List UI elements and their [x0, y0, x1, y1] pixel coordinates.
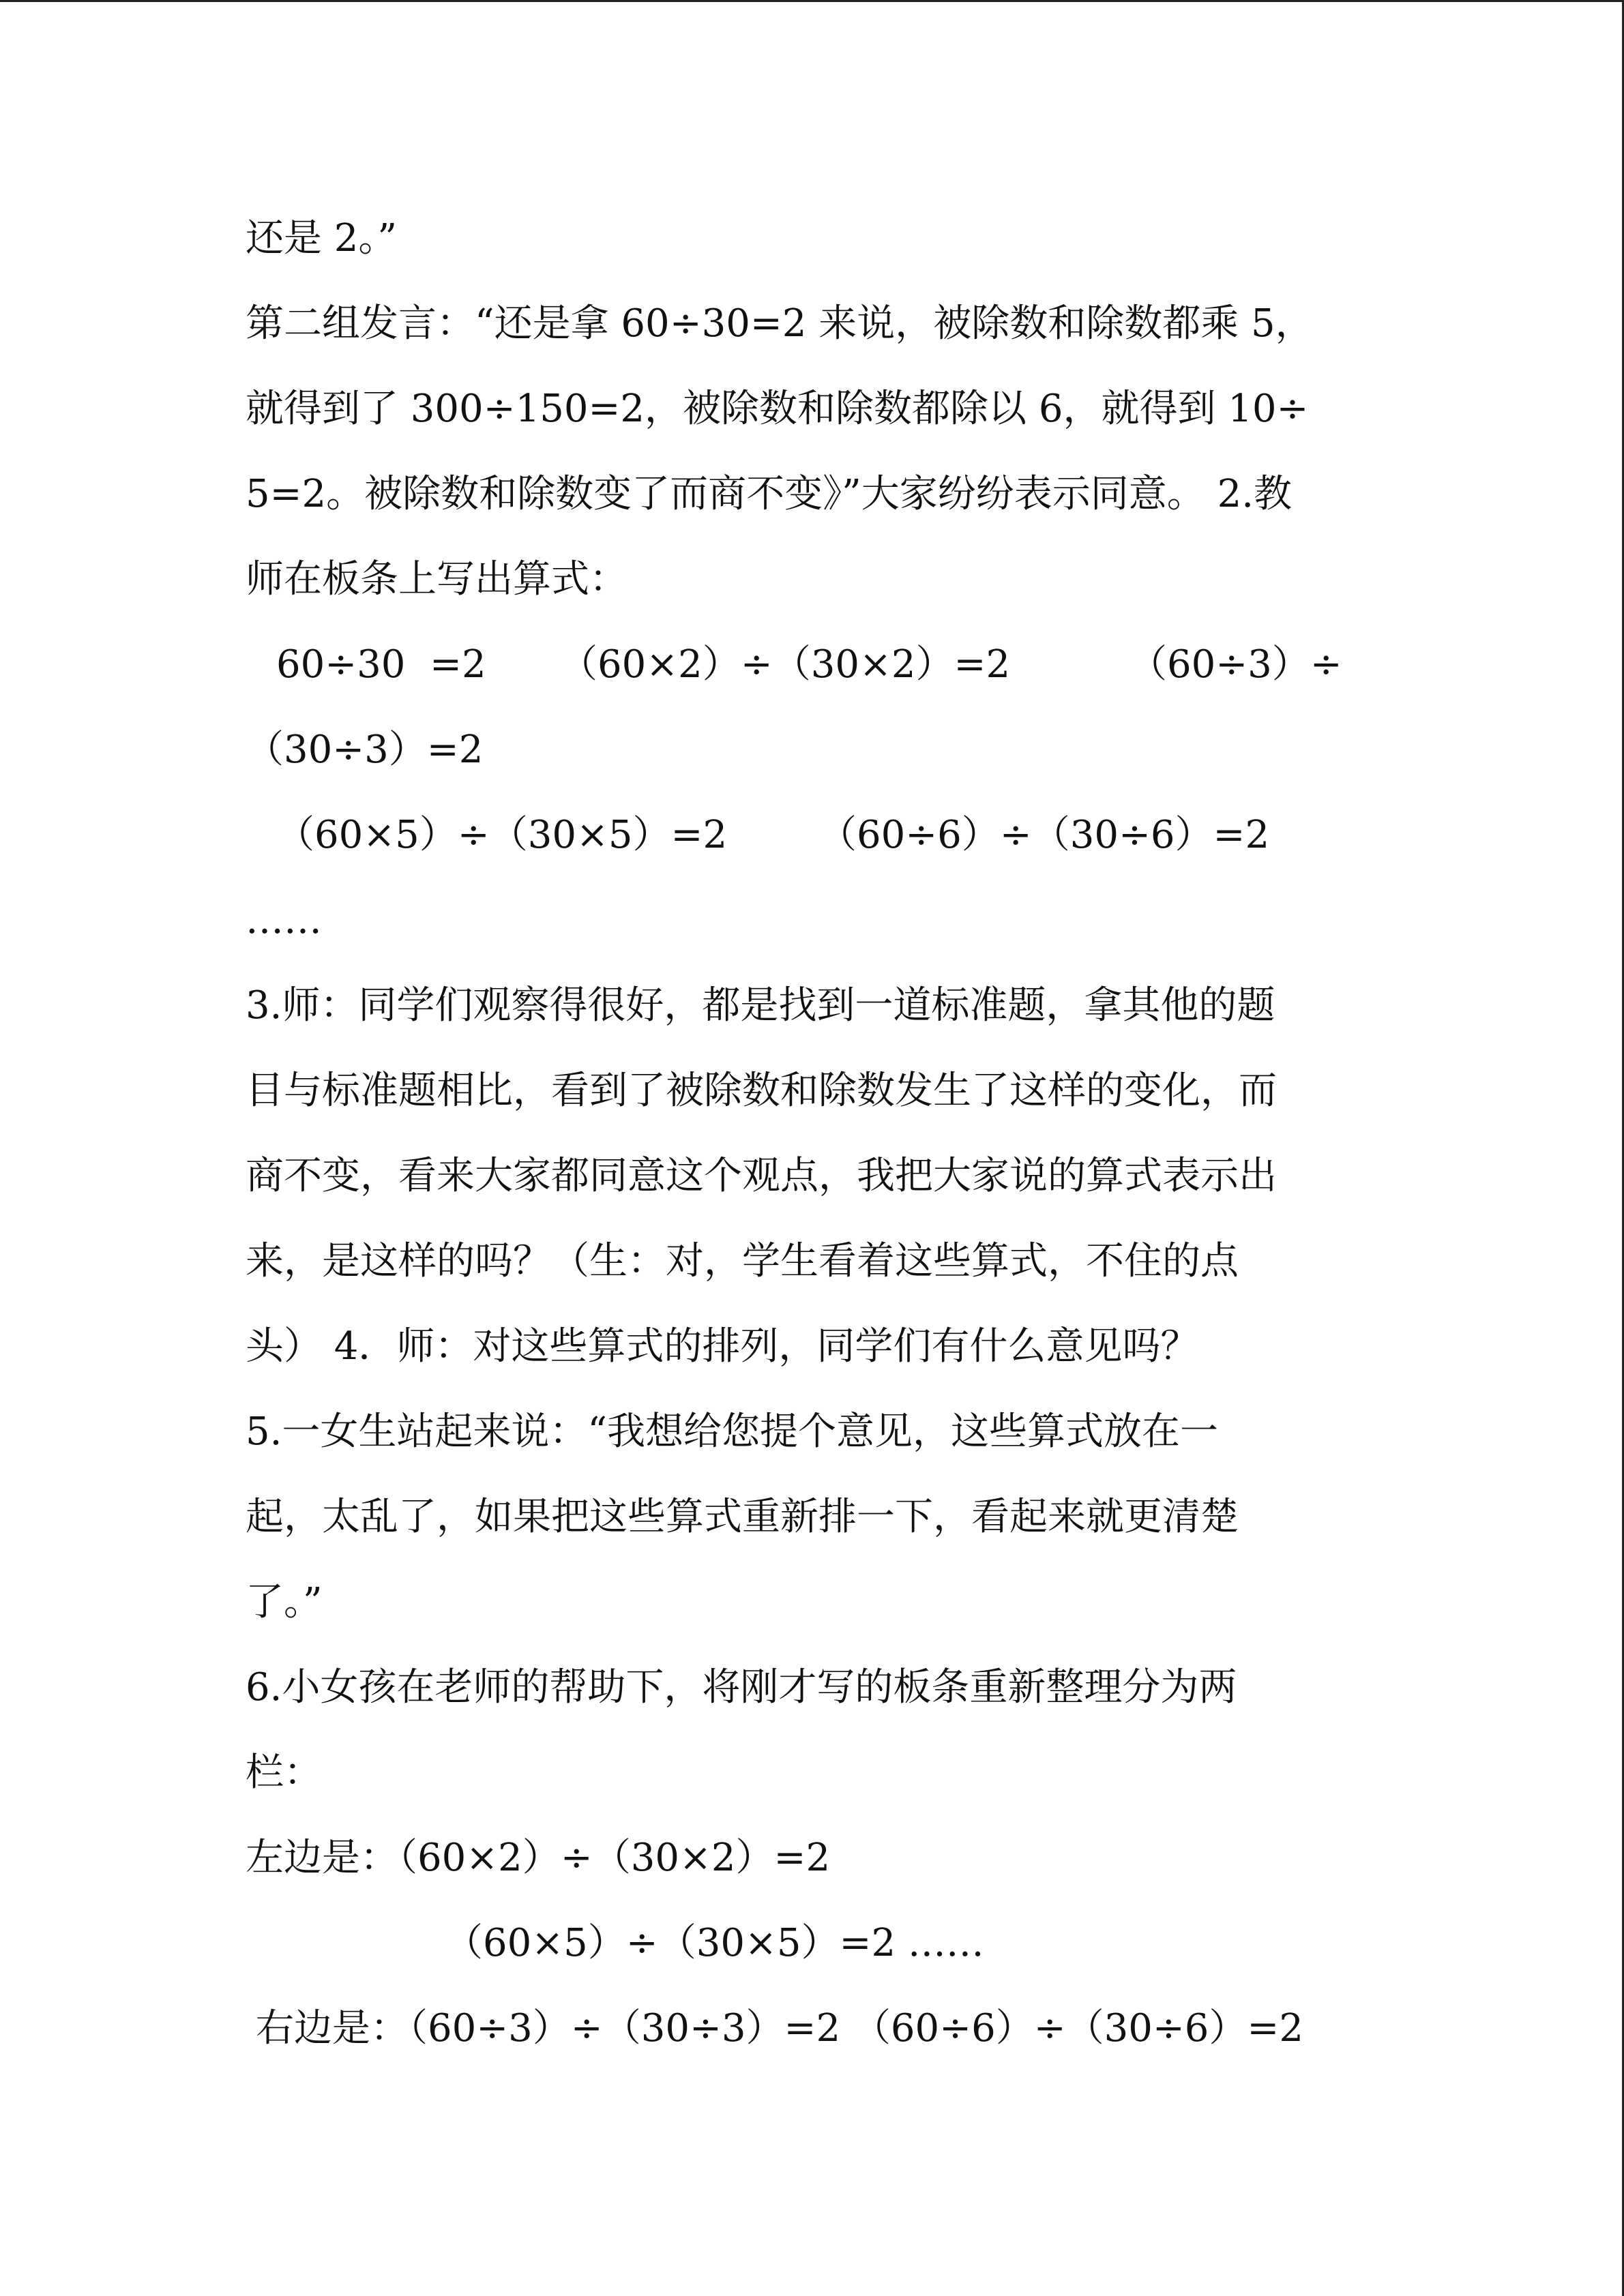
text-line: 目与标准题相比，看到了被除数和除数发生了这样的变化，而 [246, 1069, 1277, 1113]
formula: 60÷30 =2 [276, 642, 486, 687]
text-line: 6.小女孩在老师的帮助下，将刚才写的板条重新整理分为两 [246, 1665, 1237, 1710]
formula: （60×5）÷（30×5）=2 [276, 813, 728, 857]
text-line: 头） 4．师：对这些算式的排列，同学们有什么意见吗？ [246, 1324, 1199, 1369]
formula: （60×2）÷（30×2）=2 [559, 642, 1011, 687]
formula: （60÷3）÷ [1129, 642, 1342, 687]
page-border-top [0, 0, 1624, 2]
text-line: 起，太乱了，如果把这些算式重新排一下，看起来就更清楚 [246, 1495, 1239, 1539]
text-line: 还是 2。” [246, 216, 398, 260]
text-line: 就得到了 300÷150=2，被除数和除数都除以 6，就得到 10÷ [246, 387, 1309, 431]
text-line: 3.师：同学们观察得很好，都是找到一道标准题，拿其他的题 [246, 983, 1275, 1028]
text-line: 5=2。被除数和除数变了而商不变》”大家纷纷表示同意。 2.教 [246, 472, 1293, 516]
formula: （30÷3）=2 [246, 728, 484, 772]
text-line: 来，是这样的吗？（生：对，学生看着这些算式，不住的点 [246, 1239, 1239, 1283]
text-line: 栏： [246, 1750, 322, 1795]
left-column-formula: 左边是：（60×2）÷（30×2）=2 [246, 1836, 831, 1880]
text-line: 商不变，看来大家都同意这个观点，我把大家说的算式表示出 [246, 1154, 1277, 1198]
ellipsis: …… [246, 898, 322, 942]
left-column-formula: （60×5）÷（30×5）=2 …… [445, 1921, 984, 1965]
text-line: 5.一女生站起来说：“我想给您提个意见，这些算式放在一 [246, 1410, 1219, 1454]
text-line: 师在板条上写出算式： [246, 557, 628, 601]
right-column-formula: 右边是：（60÷3）÷（30÷3）=2 （60÷6）÷（30÷6）=2 [256, 2006, 1303, 2051]
text-line: 了。” [246, 1580, 323, 1624]
text-line: 第二组发言：“还是拿 60÷30=2 来说，被除数和除数都乘 5， [246, 301, 1314, 346]
formula: （60÷6）÷（30÷6）=2 [818, 813, 1270, 857]
